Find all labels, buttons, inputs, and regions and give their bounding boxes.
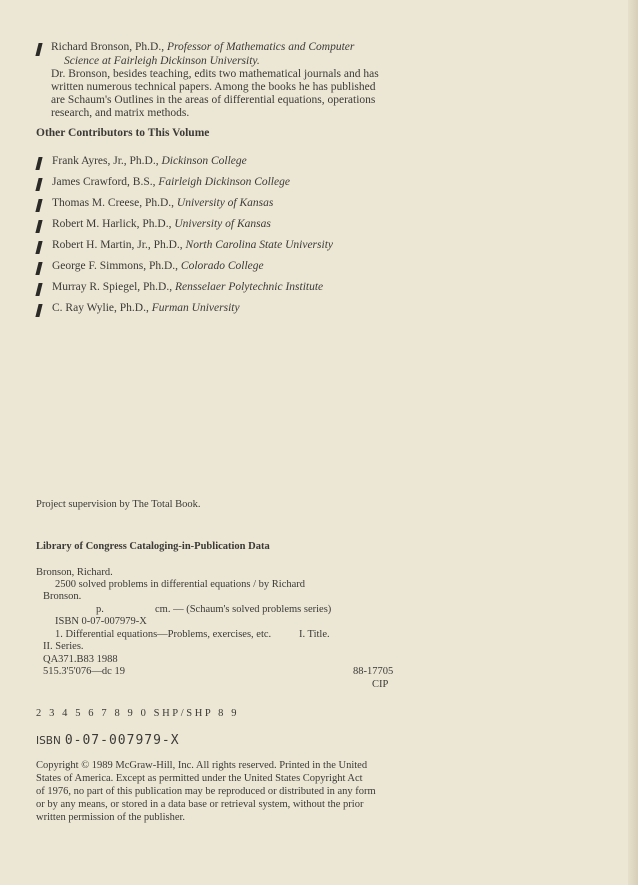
project-supervision: Project supervision by The Total Book. xyxy=(36,499,201,510)
cip-lccn: 88-17705 xyxy=(353,666,394,677)
cip-subject: 1. Differential equations—Problems, exercises, etc. xyxy=(55,629,272,640)
contributor-item xyxy=(52,281,323,293)
contributor-name: Murray R. Spiegel, Ph.D., xyxy=(52,281,173,293)
bullet-mark-icon xyxy=(35,283,42,296)
cip-dewey: 515.3'5'076—dc 19 xyxy=(43,666,125,677)
contributor-name: George F. Simmons, Ph.D., xyxy=(52,260,179,272)
author-title-line1: Professor of Mathematics and Computer xyxy=(166,41,355,53)
contributor-item xyxy=(52,176,290,188)
contributor-item xyxy=(52,197,273,209)
contributor-affiliation: Rensselaer Polytechnic Institute xyxy=(174,281,324,293)
copyright-line: States of America. Except as permitted under the United States Copyright Act xyxy=(36,773,363,784)
contributor-name: James Crawford, B.S., xyxy=(52,176,156,188)
cip-series: II. Series. xyxy=(43,641,84,652)
bullet-mark-icon xyxy=(35,262,42,275)
contributor-name: Thomas M. Creese, Ph.D., xyxy=(52,197,175,209)
contributor-item xyxy=(52,260,264,272)
author-heading-line xyxy=(51,41,354,53)
printing-line: 2 3 4 5 6 7 8 9 0 SHP/SHP 8 9 xyxy=(36,708,240,719)
contributor-name: C. Ray Wylie, Ph.D., xyxy=(52,302,149,314)
contributor-item xyxy=(52,302,240,314)
contributor-name: Frank Ayres, Jr., Ph.D., xyxy=(52,155,159,167)
copyright-line: Copyright © 1989 McGraw-Hill, Inc. All rights reserved. Printed in the United xyxy=(36,760,368,771)
cip-label: CIP xyxy=(372,679,389,690)
contributor-affiliation: University of Kansas xyxy=(176,197,274,209)
author-name: Richard Bronson, Ph.D., xyxy=(51,41,165,53)
copyright-line: of 1976, no part of this publication may be reproduced or distributed in any form xyxy=(36,786,376,797)
isbn-label: ISBN xyxy=(36,735,61,747)
bullet-mark-icon xyxy=(35,304,42,317)
bullet-mark-icon xyxy=(35,199,42,212)
bullet-mark-icon xyxy=(35,178,42,191)
contributor-affiliation: Dickinson College xyxy=(161,155,247,167)
cip-title-label: I. Title. xyxy=(299,629,330,640)
page-spine-shadow xyxy=(628,0,638,885)
contributor-name: Robert M. Harlick, Ph.D., xyxy=(52,218,172,230)
contributor-affiliation: North Carolina State University xyxy=(185,239,334,251)
cip-title: 2500 solved problems in differential equations / by Richard xyxy=(55,579,306,590)
contributors-heading: Other Contributors to This Volume xyxy=(36,127,210,139)
contributor-affiliation: University of Kansas xyxy=(174,218,271,230)
isbn-value: 0-07-007979-X xyxy=(64,733,180,748)
cip-call-number: QA371.B83 1988 xyxy=(43,654,118,665)
isbn-block xyxy=(36,731,180,749)
contributor-affiliation: Fairleigh Dickinson College xyxy=(158,176,290,188)
contributor-affiliation: Colorado College xyxy=(180,260,264,272)
contributor-item xyxy=(52,239,333,251)
contributor-item xyxy=(52,155,247,167)
bullet-mark-icon xyxy=(35,241,42,254)
author-bio-line: are Schaum's Outlines in the areas of differential equations, operations xyxy=(51,94,376,106)
contributor-affiliation: Furman University xyxy=(151,302,240,314)
cip-title-cont: Bronson. xyxy=(43,591,82,602)
copyright-line: written permission of the publisher. xyxy=(36,812,186,823)
bullet-mark-icon xyxy=(35,220,42,233)
author-bio-line: Dr. Bronson, besides teaching, edits two mathematical journals and has xyxy=(51,68,379,80)
cip-isbn: ISBN 0-07-007979-X xyxy=(55,616,147,627)
cip-series-note: cm. — (Schaum's solved problems series) xyxy=(155,604,332,615)
cip-p-label: p. xyxy=(96,604,104,615)
contributor-item xyxy=(52,218,271,230)
contributor-name: Robert H. Martin, Jr., Ph.D., xyxy=(52,239,183,251)
cip-author: Bronson, Richard. xyxy=(36,567,113,578)
author-bio-line: written numerous technical papers. Among the books he has published xyxy=(51,81,376,93)
bullet-mark-icon xyxy=(35,43,42,56)
copyright-line: or by any means, or stored in a data base or retrieval system, without the prior xyxy=(36,799,364,810)
author-bio-line: research, and matrix methods. xyxy=(51,107,190,119)
author-title-line2: Science at Fairleigh Dickinson University. xyxy=(64,55,260,67)
bullet-mark-icon xyxy=(35,157,42,170)
cip-heading: Library of Congress Cataloging-in-Publication Data xyxy=(36,541,270,552)
